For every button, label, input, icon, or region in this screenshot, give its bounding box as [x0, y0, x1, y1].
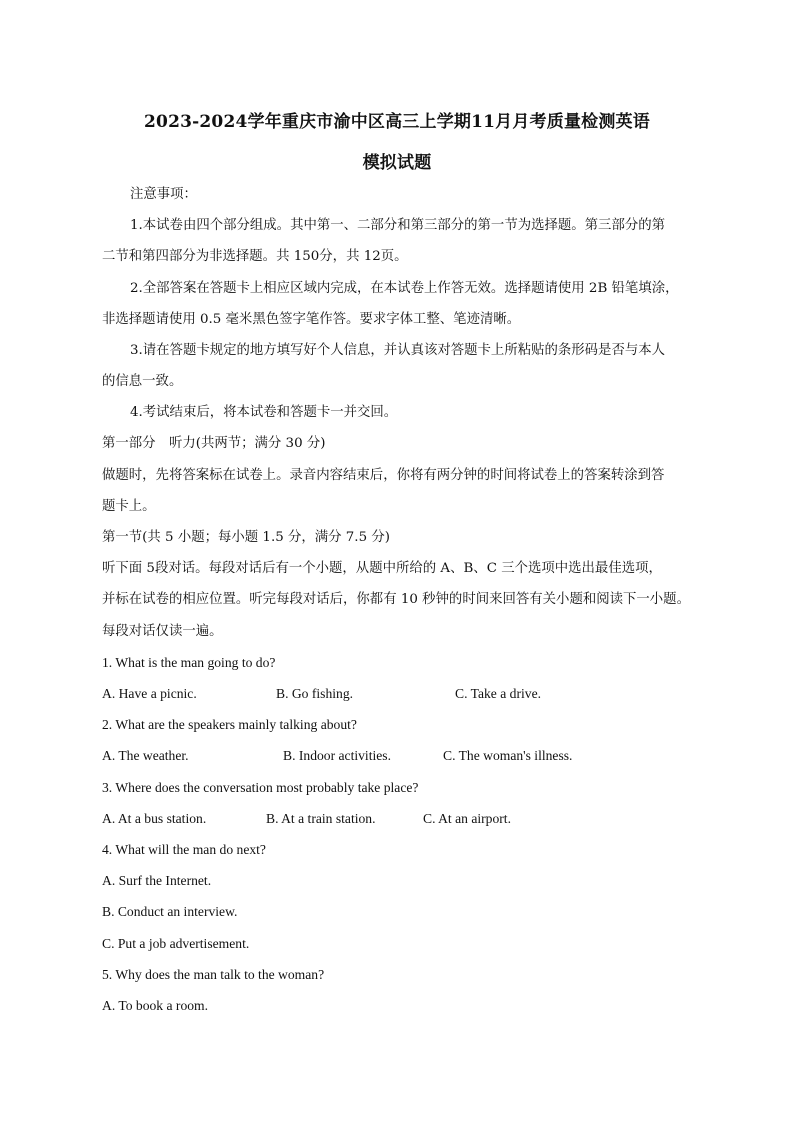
part1-heading: 第一部分 听力(共两节；满分 30 分) — [102, 436, 326, 451]
answer-option[interactable]: B. At a train station. — [266, 811, 376, 826]
question-stem: 4. What will the man do next? — [102, 842, 266, 857]
answer-option[interactable]: B. Go fishing. — [276, 686, 354, 701]
part1-instruction: 做题时，先将答案标在试卷上。录音内容结束后，你将有两分钟的时间将试卷上的答案转涂到答 — [102, 468, 665, 483]
notice-line: 二节和第四部分为非选择题。共 150分，共 12页。 — [102, 249, 408, 264]
exam-title: 2023-2024学年重庆市渝中区高三上学期11月月考质量检测英语 — [144, 112, 650, 132]
question-stem: 3. Where does the conversation most probably take place? — [102, 780, 419, 795]
answer-option[interactable]: A. The weather. — [102, 748, 189, 763]
exam-subtitle: 模拟试题 — [362, 153, 432, 173]
answer-option[interactable]: A. At a bus station. — [102, 811, 207, 826]
question-stem: 1. What is the man going to do? — [102, 655, 276, 670]
answer-option[interactable]: A. Surf the Internet. — [102, 873, 212, 888]
part1-instruction: 题卡上。 — [102, 499, 156, 514]
answer-option[interactable]: B. Indoor activities. — [283, 748, 391, 763]
notice-line: 1.本试卷由四个部分组成。其中第一、二部分和第三部分的第一节为选择题。第三部分的第 — [130, 218, 666, 233]
question-stem: 2. What are the speakers mainly talking about? — [102, 717, 357, 732]
answer-option[interactable]: A. Have a picnic. — [102, 686, 197, 701]
section1-instruction: 听下面 5段对话。每段对话后有一个小题，从题中所给的 A、B、C 三个选项中选出最佳选项， — [102, 561, 662, 576]
notice-line: 2.全部答案在答题卡上相应区域内完成，在本试卷上作答无效。选择题请使用 2B 铅笔填涂， — [130, 281, 679, 296]
answer-option[interactable]: C. Take a drive. — [455, 686, 541, 701]
answer-option[interactable]: B. Conduct an interview. — [102, 904, 238, 919]
section1-instruction: 每段对话仅读一遍。 — [102, 624, 223, 639]
notice-line: 3.请在答题卡规定的地方填写好个人信息，并认真该对答题卡上所粘贴的条形码是否与本人 — [130, 343, 666, 358]
answer-option[interactable]: C. Put a job advertisement. — [102, 936, 250, 951]
notice-line: 非选择题请使用 0.5 毫米黑色签字笔作答。要求字体工整、笔迹清晰。 — [102, 312, 521, 327]
section1-heading: 第一节(共 5 小题；每小题 1.5 分，满分 7.5 分) — [102, 530, 390, 545]
answer-option[interactable]: A. To book a room. — [102, 998, 209, 1013]
answer-option[interactable]: C. The woman's illness. — [443, 748, 573, 763]
answer-option[interactable]: C. At an airport. — [423, 811, 511, 826]
question-stem: 5. Why does the man talk to the woman? — [102, 967, 325, 982]
section1-instruction: 并标在试卷的相应位置。听完每段对话后，你都有 10 秒钟的时间来回答有关小题和阅读下一小题。 — [102, 592, 690, 607]
notice-line: 4.考试结束后，将本试卷和答题卡一并交回。 — [130, 405, 398, 420]
notice-heading: 注意事项： — [130, 187, 197, 202]
notice-line: 的信息一致。 — [102, 374, 183, 389]
